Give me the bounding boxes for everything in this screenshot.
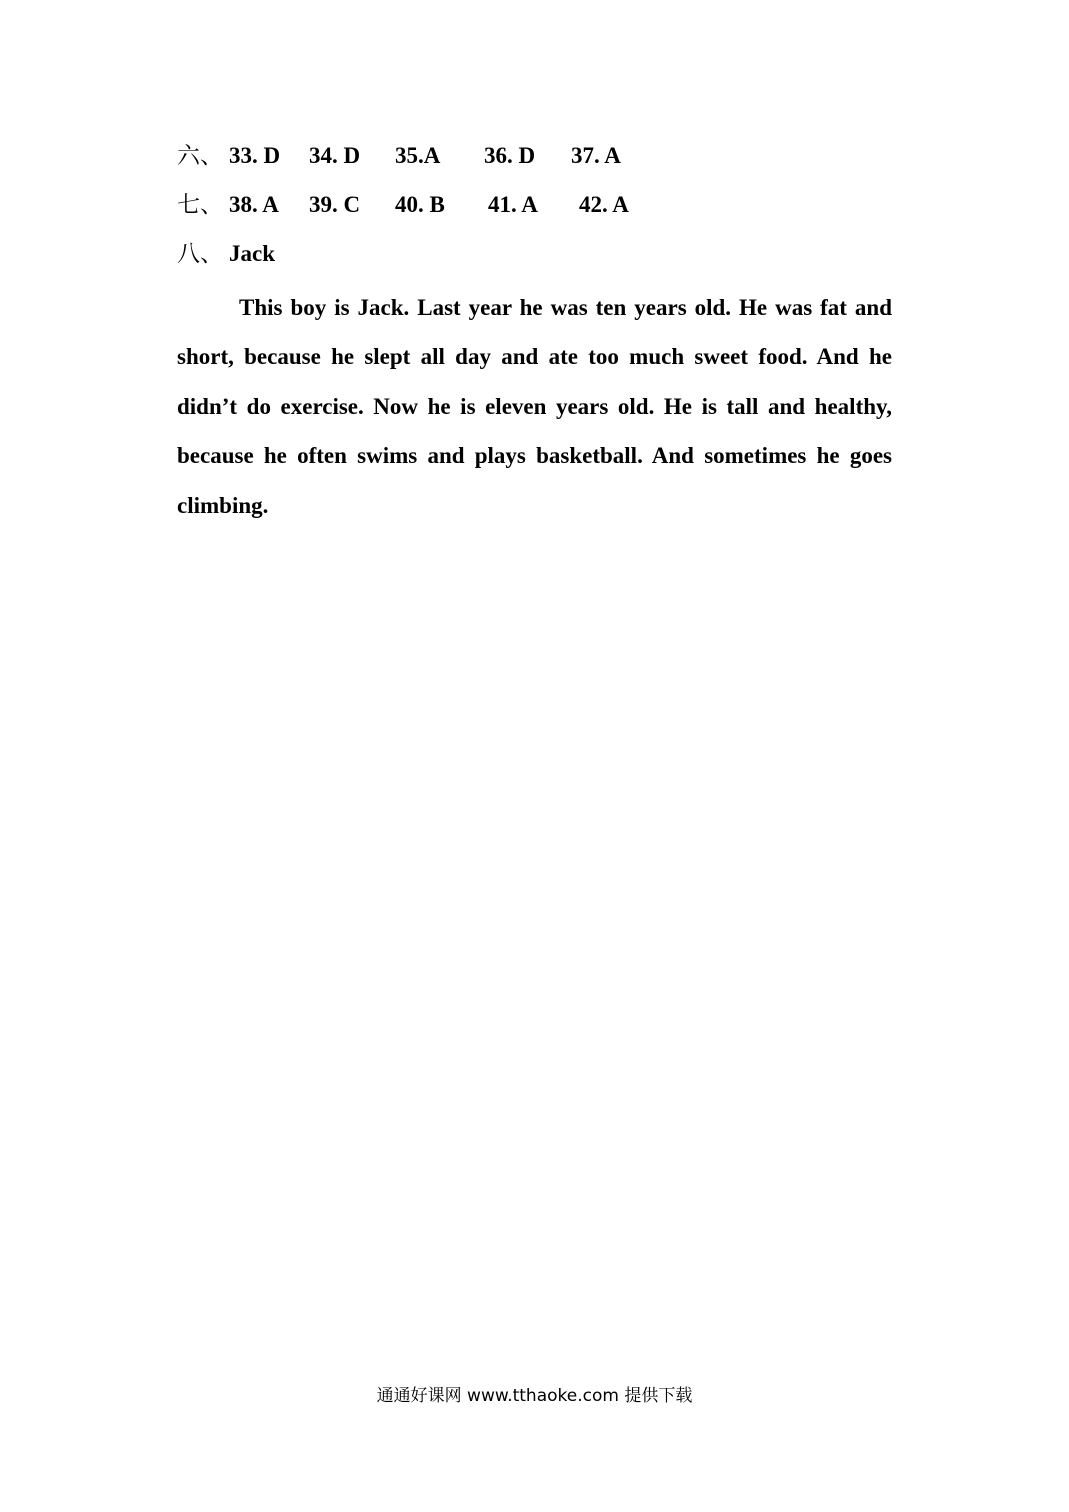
section-six-answers [177, 136, 621, 176]
answer-40: 40. B [395, 192, 445, 217]
answer-33: 33. D [229, 143, 281, 168]
answer-34: 34. D [309, 143, 361, 168]
answer-35: 35.A [395, 143, 441, 168]
answer-38: 38. A [229, 192, 279, 217]
section-six-marker: 六、 [177, 143, 223, 169]
answer-36: 36. D [484, 143, 536, 168]
section-seven-marker: 七、 [177, 192, 223, 218]
section-seven-answers [177, 185, 629, 225]
footer-source-note: 通通好课网 www.tthaoke.com 提供下载 [376, 1386, 693, 1406]
essay-body: This boy is Jack. Last year he was ten years old. He was fat and short, because he slept all day and ate too much sweet food. And he didn’t do exercise. Now he is eleven years old. He is tall and healthy, because he often swims and plays basketball. And sometimes he goes climbing. [177, 295, 892, 518]
section-eight-heading [177, 234, 275, 274]
section-eight-marker: 八、 [177, 241, 223, 267]
answer-42: 42. A [579, 192, 629, 217]
answer-39: 39. C [309, 192, 361, 217]
answer-41: 41. A [488, 192, 538, 217]
answer-37: 37. A [571, 143, 621, 168]
essay-title: Jack [229, 241, 275, 266]
